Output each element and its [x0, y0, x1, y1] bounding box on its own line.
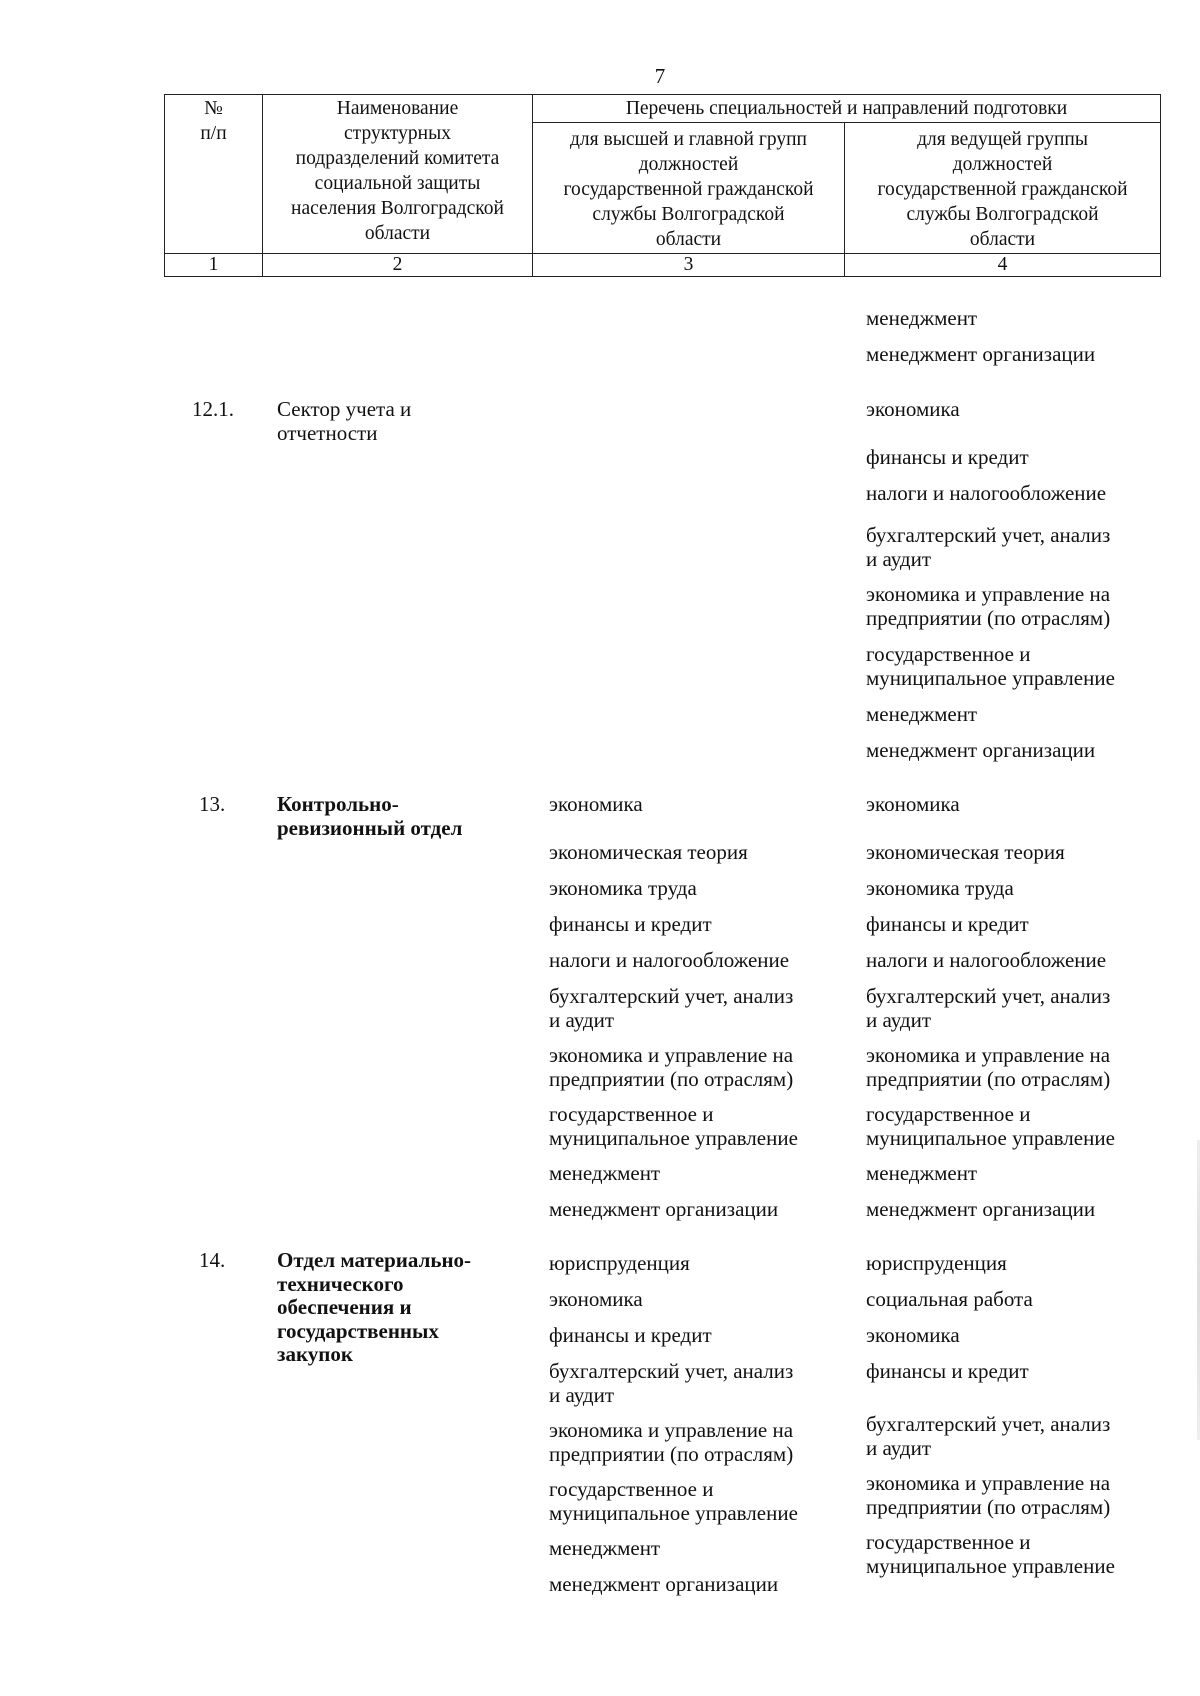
specialty-item: бухгалтерский учет, анализ и аудит: [549, 1359, 794, 1407]
specialty-item: экономика: [549, 792, 643, 816]
specialty-item: менеджмент: [866, 1161, 978, 1185]
header-table: [164, 94, 1161, 277]
department-name: Отдел материально- технического обеспечения и государственных закупок: [277, 1248, 472, 1366]
specialty-item: менеджмент организации: [549, 1572, 779, 1596]
specialty-item: экономическая теория: [866, 840, 1065, 864]
specialty-item: экономика и управление на предприятии (по отраслям): [866, 582, 1111, 630]
department-name: Контрольно- ревизионный отдел: [277, 792, 463, 840]
specialty-item: государственное и муниципальное управление: [549, 1102, 798, 1150]
specialty-item: бухгалтерский учет, анализ и аудит: [866, 523, 1111, 571]
header-col-leading-group-text: для ведущей группы должностей государственной гражданской службы Волгоградской области: [877, 129, 1128, 250]
header-col-number: [165, 95, 263, 254]
header-col-higher-group: [533, 123, 845, 254]
header-num-1: 1: [165, 254, 263, 277]
specialty-item: финансы и кредит: [866, 912, 1029, 936]
specialty-item: социальная работа: [866, 1287, 1033, 1311]
specialty-item: экономика: [866, 397, 960, 421]
specialty-item: экономическая теория: [549, 840, 748, 864]
header-col-specialties: [533, 95, 1161, 123]
specialty-item: экономика труда: [549, 876, 697, 900]
specialty-item: бухгалтерский учет, анализ и аудит: [866, 1412, 1111, 1460]
specialty-item: финансы и кредит: [549, 1323, 712, 1347]
continuation-item: менеджмент: [866, 306, 978, 330]
specialty-item: бухгалтерский учет, анализ и аудит: [866, 984, 1111, 1032]
specialty-item: финансы и кредит: [866, 1359, 1029, 1383]
specialty-item: экономика труда: [866, 876, 1014, 900]
specialty-item: государственное и муниципальное управление: [549, 1477, 798, 1525]
specialty-item: менеджмент организации: [549, 1197, 779, 1221]
header-col-specialties-text: Перечень специальностей и направлений подготовки: [625, 98, 1068, 119]
specialty-item: финансы и кредит: [866, 445, 1029, 469]
department-name: Сектор учета и отчетности: [277, 397, 412, 445]
specialty-item: менеджмент: [866, 702, 978, 726]
specialty-item: экономика: [549, 1287, 643, 1311]
specialty-item: государственное и муниципальное управление: [866, 642, 1115, 690]
specialty-item: бухгалтерский учет, анализ и аудит: [549, 984, 794, 1032]
specialty-item: государственное и муниципальное управление: [866, 1102, 1115, 1150]
header-num-3: 3: [533, 254, 845, 277]
header-num-2: 2: [263, 254, 533, 277]
header-col-name: [263, 95, 533, 254]
specialty-item: юриспруденция: [866, 1251, 1007, 1275]
page-number: 7: [654, 64, 666, 88]
specialty-item: менеджмент организации: [866, 738, 1096, 762]
header-col-number-text: № п/п: [200, 98, 227, 144]
specialty-item: налоги и налогообложение: [866, 948, 1107, 972]
header-num-4: 4: [845, 254, 1161, 277]
specialty-item: юриспруденция: [549, 1251, 690, 1275]
header-col-name-text: Наименование структурных подразделений комитета социальной защиты населения Волгоградской области: [291, 98, 504, 244]
specialty-item: государственное и муниципальное управление: [866, 1530, 1115, 1578]
specialty-item: экономика и управление на предприятии (по отраслям): [866, 1471, 1111, 1519]
header-col-higher-group-text: для высшей и главной групп должностей государственной гражданской службы Волгоградской области: [563, 129, 814, 250]
row-number: 12.1.: [192, 397, 234, 421]
row-number: 13.: [199, 792, 226, 816]
row-number: 14.: [199, 1248, 226, 1272]
specialty-item: менеджмент организации: [866, 1197, 1096, 1221]
specialty-item: налоги и налогообложение: [549, 948, 790, 972]
continuation-item: менеджмент организации: [866, 342, 1096, 366]
specialty-item: экономика: [866, 792, 960, 816]
specialty-item: экономика: [866, 1323, 960, 1347]
specialty-item: экономика и управление на предприятии (по отраслям): [866, 1043, 1111, 1091]
specialty-item: менеджмент: [549, 1536, 661, 1560]
specialty-item: экономика и управление на предприятии (по отраслям): [549, 1418, 794, 1466]
specialty-item: экономика и управление на предприятии (по отраслям): [549, 1043, 794, 1091]
specialty-item: налоги и налогообложение: [866, 481, 1107, 505]
header-col-leading-group: [845, 123, 1161, 254]
specialty-item: финансы и кредит: [549, 912, 712, 936]
specialty-item: менеджмент: [549, 1161, 661, 1185]
